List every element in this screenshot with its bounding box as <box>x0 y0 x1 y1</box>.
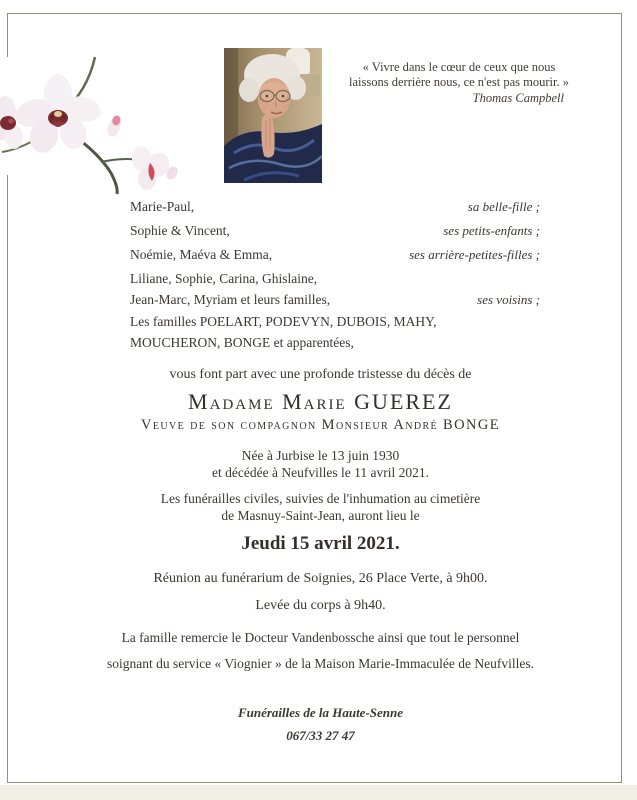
funeral-date: Jeudi 15 avril 2021. <box>241 533 400 554</box>
relation-label: ses arrière-petites-filles ; <box>409 247 540 262</box>
relative-names: Marie-Paul, <box>130 199 195 214</box>
funeral-home-name: Funérailles de la Haute-Senne <box>237 705 404 720</box>
levee-line: Levée du corps à 9h40. <box>255 598 386 613</box>
relatives-list <box>130 199 540 359</box>
funeral-home-phone: 067/33 27 47 <box>286 728 355 743</box>
relative-row <box>130 223 540 247</box>
birth-line: Née à Jurbise le 13 juin 1930 <box>241 448 400 463</box>
relative-row <box>130 335 540 359</box>
relation-label: sa belle-fille ; <box>467 199 540 214</box>
relative-names: MOUCHERON, BONGE et apparentées, <box>130 335 354 350</box>
relative-row <box>130 271 540 292</box>
deceased-name: Madame Marie GUEREZ <box>188 389 453 414</box>
relative-names: Sophie & Vincent, <box>130 223 230 238</box>
quote-line2: laissons derrière nous, ce n'est pas mourir. » <box>349 75 569 89</box>
announcement-intro: vous font part avec une profonde tristesse du décès de <box>169 367 472 382</box>
death-line: et décédée à Neufvilles le 11 avril 2021. <box>212 465 429 480</box>
portrait-photo <box>224 48 322 183</box>
meeting-line: Réunion au funérarium de Soignies, 26 Place Verte, à 9h00. <box>153 571 488 586</box>
relation-label: ses petits-enfants ; <box>443 223 540 238</box>
relative-row <box>130 292 540 314</box>
relative-names: Jean-Marc, Myriam et leurs familles, <box>130 292 331 307</box>
deceased-subtitle: Veuve de son compagnon Monsieur André BONGE <box>140 417 500 433</box>
relative-row <box>130 199 540 223</box>
funeral-line2: de Masnuy-Saint-Jean, auront lieu le <box>221 508 420 523</box>
quote-author: Thomas Campbell <box>472 91 564 105</box>
quote-line1: « Vivre dans le cœur de ceux que nous <box>362 60 556 74</box>
relation-label: ses voisins ; <box>477 292 540 307</box>
relative-row <box>130 247 540 271</box>
relative-names: Noémie, Maéva & Emma, <box>130 247 273 262</box>
quote-block <box>348 60 570 106</box>
scan-edge <box>0 785 637 800</box>
orchid-image <box>0 55 182 200</box>
relative-names: Liliane, Sophie, Carina, Ghislaine, <box>130 271 318 286</box>
thanks-line2: soignant du service « Viognier » de la Maison Marie-Immaculée de Neufvilles. <box>106 656 535 671</box>
relative-names: Les familles POELART, PODEVYN, DUBOIS, MAHY, <box>130 314 437 329</box>
relative-row <box>130 314 540 335</box>
thanks-line1: La famille remercie le Docteur Vandenbossche ainsi que tout le personnel <box>121 630 520 645</box>
funeral-line1: Les funérailles civiles, suivies de l'inhumation au cimetière <box>160 491 481 506</box>
